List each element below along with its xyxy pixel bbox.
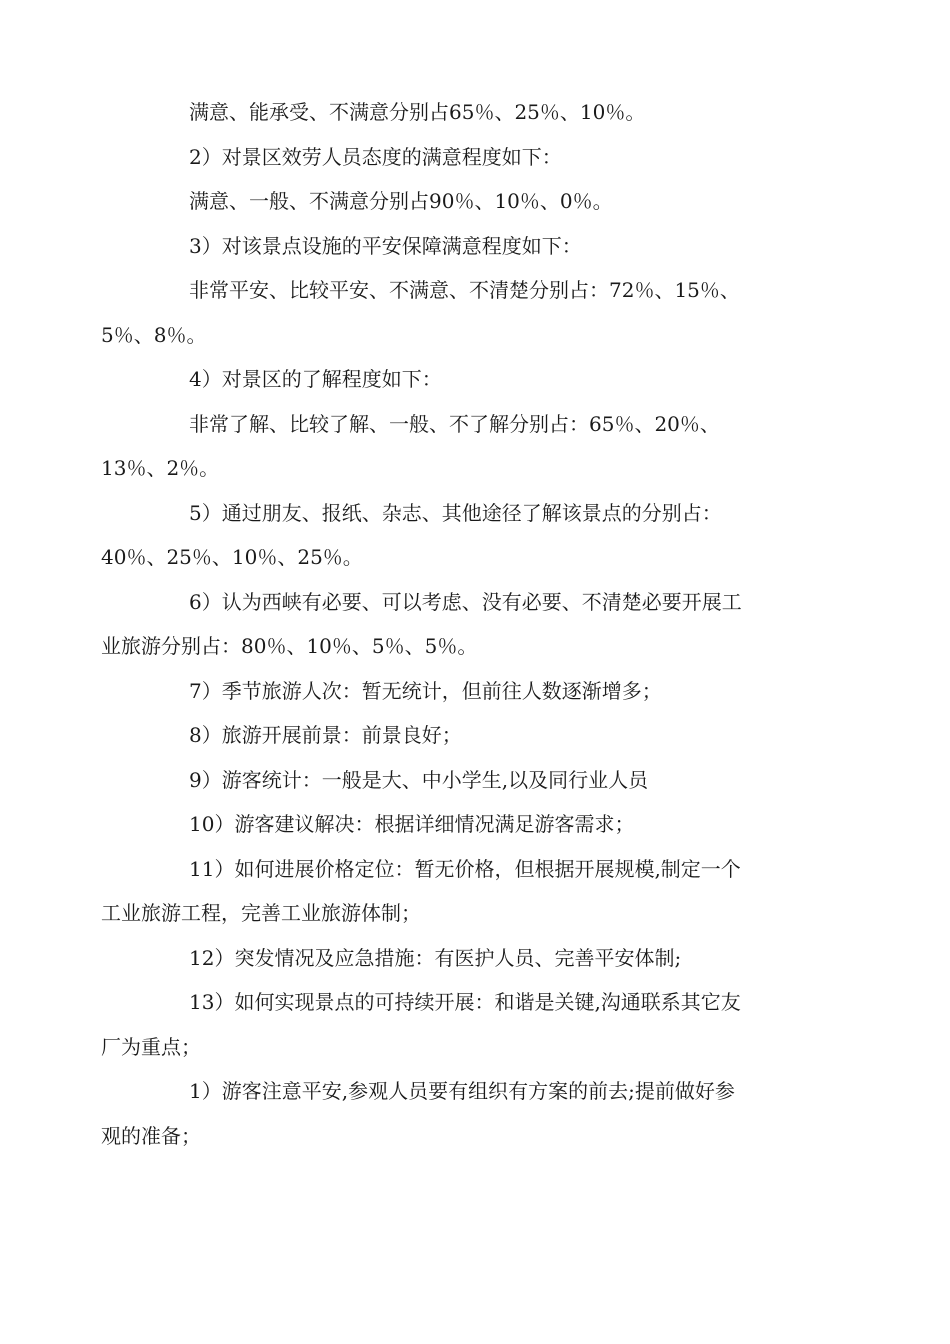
- text-line: 厂为重点；: [101, 1034, 201, 1059]
- paragraph: [101, 268, 810, 357]
- paragraph: [145, 224, 810, 269]
- paragraph: [101, 980, 810, 1069]
- paragraph: [101, 580, 810, 669]
- text-line: 5）通过朋友、报纸、杂志、其他途径了解该景点的分别占：: [189, 500, 722, 525]
- text-line: 3）对该景点设施的平安保障满意程度如下：: [189, 233, 582, 258]
- text-line: 2）对景区效劳人员态度的满意程度如下：: [189, 144, 562, 169]
- text-line: 40％、25％、10％、25％。: [101, 545, 363, 569]
- paragraph: [145, 90, 810, 135]
- paragraph: [101, 402, 810, 491]
- paragraph: [145, 802, 810, 847]
- text-line: 工业旅游工程，完善工业旅游体制；: [101, 901, 421, 925]
- text-line: 业旅游分别占：80％、10％、5％、5％。: [101, 634, 478, 658]
- paragraph: [145, 669, 810, 714]
- text-line: 13）如何实现景点的可持续开展：和谐是关键,沟通联系其它友: [189, 990, 741, 1014]
- document-body: [101, 90, 810, 1158]
- text-line: 10）游客建议解决：根据详细情况满足游客需求；: [189, 812, 635, 836]
- text-line: 5％、8％。: [101, 322, 207, 347]
- paragraph: [101, 847, 810, 936]
- text-line: 非常平安、比较平安、不满意、不清楚分别占：72％、15％、: [189, 278, 740, 302]
- text-line: 8）旅游开展前景：前景良好；: [189, 723, 462, 747]
- text-line: 12）突发情况及应急措施：有医护人员、完善平安体制;: [189, 945, 682, 970]
- text-line: 9）游客统计：一般是大、中小学生,以及同行业人员: [189, 767, 649, 792]
- text-line: 4）对景区的了解程度如下：: [189, 367, 442, 391]
- paragraph: [145, 179, 810, 224]
- paragraph: [145, 135, 810, 180]
- paragraph: [145, 758, 810, 803]
- text-line: 非常了解、比较了解、一般、不了解分别占：65％、20％、: [189, 411, 720, 436]
- paragraph: [145, 936, 810, 981]
- text-line: 7）季节旅游人次：暂无统计，但前往人数逐渐增多；: [189, 678, 662, 703]
- paragraph: [101, 491, 810, 580]
- text-line: 满意、一般、不满意分别占90％、10％、0％。: [189, 189, 613, 213]
- text-line: 满意、能承受、不满意分别占65％、25％、10％。: [189, 100, 646, 124]
- text-line: 11）如何进展价格定位：暂无价格，但根据开展规模,制定一个: [189, 856, 741, 881]
- paragraph: [145, 713, 810, 758]
- text-line: 观的准备；: [101, 1123, 201, 1148]
- text-line: 1）游客注意平安,参观人员要有组织有方案的前去;提前做好参: [189, 1079, 735, 1103]
- paragraph: [101, 1069, 810, 1158]
- text-line: 6）认为西峡有必要、可以考虑、没有必要、不清楚必要开展工: [189, 589, 742, 614]
- paragraph: [145, 357, 810, 402]
- text-line: 13％、2％。: [101, 456, 220, 480]
